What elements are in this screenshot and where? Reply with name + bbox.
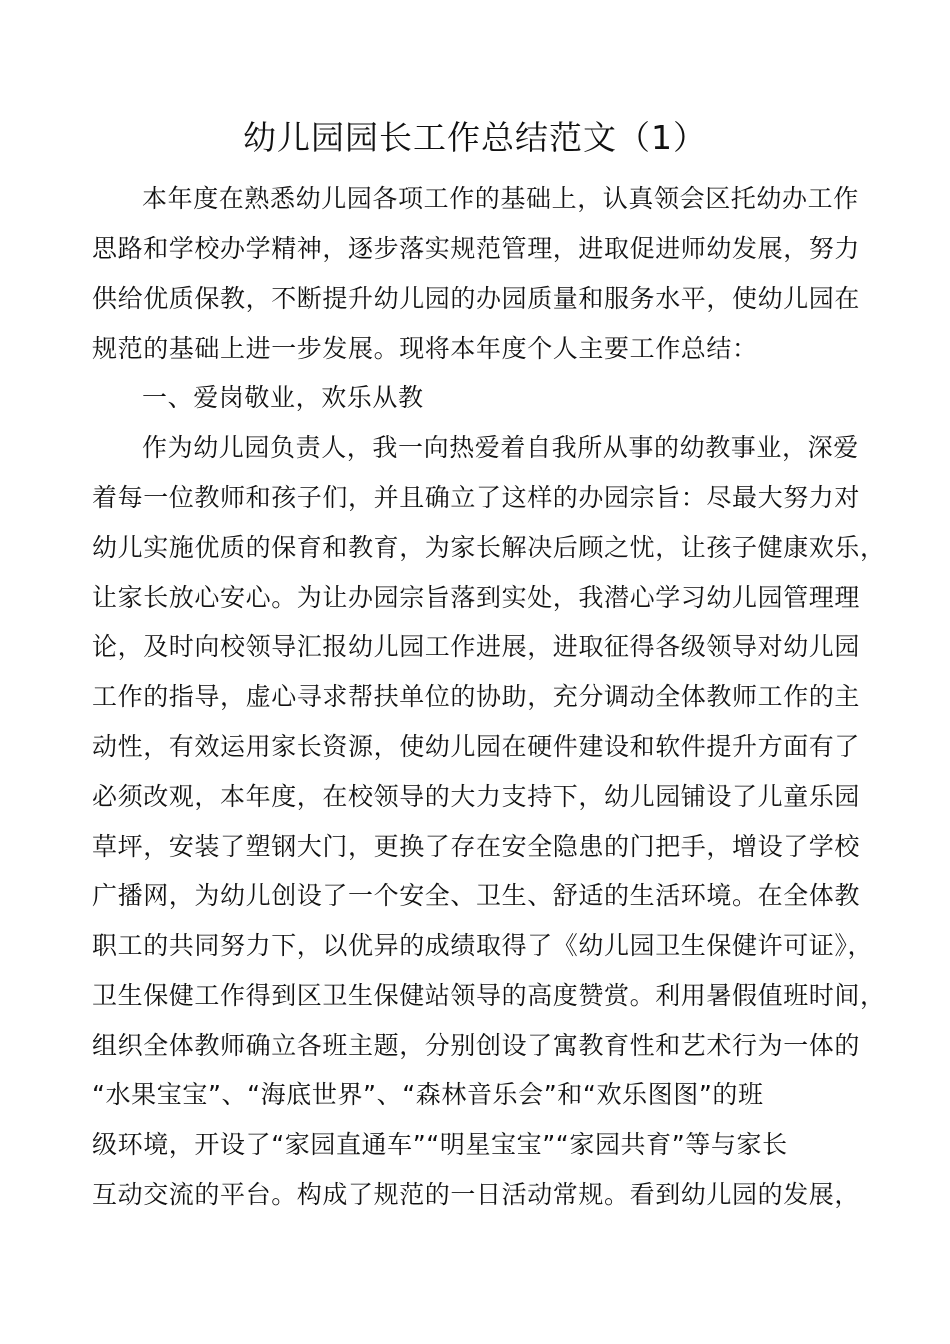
paragraph-line: 组织全体教师确立各班主题，分别创设了寓教育性和艺术行为一体的 <box>92 1031 861 1060</box>
paragraph-line: 规范的基础上进一步发展。现将本年度个人主要工作总结： <box>92 334 758 363</box>
paragraph-line: 本年度在熟悉幼儿园各项工作的基础上，认真领会区托幼办工作 <box>142 184 859 213</box>
paragraph-line: 职工的共同努力下，以优异的成绩取得了《幼儿园卫生保健许可证》， <box>92 931 874 960</box>
paragraph-line: 卫生保健工作得到区卫生保健站领导的高度赞赏。利用暑假值班时间， <box>92 981 886 1010</box>
paragraph-line: 着每一位教师和孩子们，并且确立了这样的办园宗旨：尽最大努力对 <box>92 483 861 512</box>
paragraph-line: 作为幼儿园负责人，我一向热爱着自我所从事的幼教事业，深爱 <box>142 433 859 462</box>
document-title: 幼儿园园长工作总结范文（1） <box>243 118 707 157</box>
paragraph-line: 必须改观，本年度，在校领导的大力支持下，幼儿园铺设了儿童乐园 <box>92 782 861 811</box>
paragraph-line: 工作的指导，虚心寻求帮扶单位的协助，充分调动全体教师工作的主 <box>92 682 861 711</box>
paragraph-line: 让家长放心安心。为让办园宗旨落到实处，我潜心学习幼儿园管理理 <box>92 583 861 612</box>
paragraph-line: 幼儿实施优质的保育和教育，为家长解决后顾之忧，让孩子健康欢乐， <box>92 533 886 562</box>
paragraph-line: 互动交流的平台。构成了规范的一日活动常规。看到幼儿园的发展， <box>92 1180 861 1209</box>
paragraph-line: 供给优质保教，不断提升幼儿园的办园质量和服务水平，使幼儿园在 <box>92 284 861 313</box>
paragraph-line: 广播网，为幼儿创设了一个安全、卫生、舒适的生活环境。在全体教 <box>92 881 861 910</box>
section-heading: 一、爱岗敬业，欢乐从教 <box>142 383 424 412</box>
paragraph-line: “水果宝宝”、“海底世界”、“森林音乐会”和“欢乐图图”的班 <box>92 1080 764 1109</box>
paragraph-line: 动性，有效运用家长资源，使幼儿园在硬件建设和软件提升方面有了 <box>92 732 861 761</box>
paragraph-line: 级环境，开设了“家园直通车”“明星宝宝”“家园共育”等与家长 <box>92 1130 788 1159</box>
paragraph-line: 思路和学校办学精神，逐步落实规范管理，进取促进师幼发展，努力 <box>92 234 861 263</box>
paragraph-line: 论，及时向校领导汇报幼儿园工作进展，进取征得各级领导对幼儿园 <box>92 632 861 661</box>
paragraph-line: 草坪，安装了塑钢大门，更换了存在安全隐患的门把手，增设了学校 <box>92 832 861 861</box>
